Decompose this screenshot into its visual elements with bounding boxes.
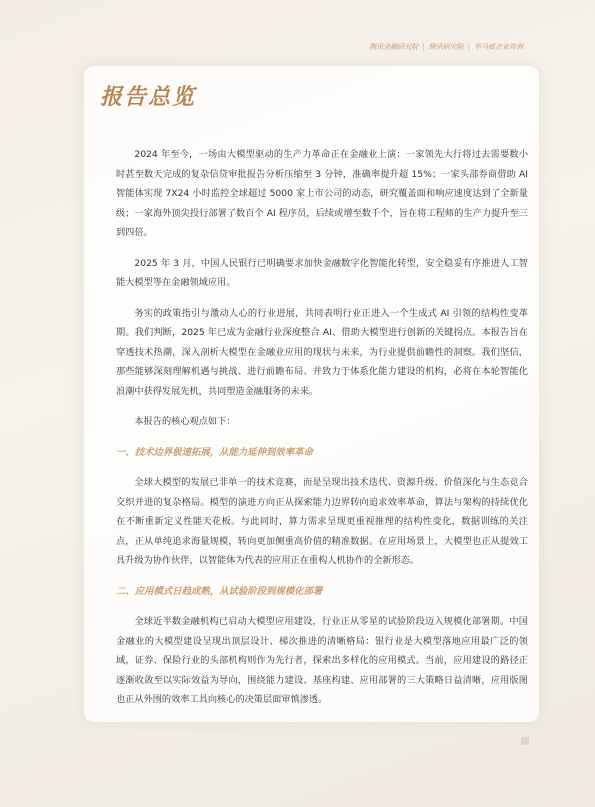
report-header xyxy=(369,42,523,52)
judgement-paragraph: 务实的政策指引与激动人心的行业进展，共同表明行业正进入一个生成式 AI 引领的结构性变革期。我们判断，2025 年已成为金融行业深度整合 AI、借助大模型进行创新的关键拐点。本报告旨在穿透技术热潮，深入剖析大模型在金融业应用的现状与未来，为行业提供前瞻性的洞察。我们坚信，那些能够深刻理解机遇与挑战、进行前瞻布局、并致力于体系化能力建设的机构，必将在本轮智能化浪潮中获得发展先机，共同塑造金融服务的未来。 xyxy=(116,307,528,397)
section-body-2: 全球近半数金融机构已启动大模型应用建设，行业正从零星的试验阶段迈入规模化部署期。中国金融业的大模型建设呈现出顶层设计、梯次推进的清晰格局：银行业是大模型落地应用最广泛的领域，证券、保险行业的头部机构则作为先行者，探索出多样化的应用模式。当前，应用建设的路径正逐渐收敛至以实际效益为导向，围绕能力建设、基座构建、应用部署的三大策略日益清晰，应用版图也正从外围的效率工具向核心的决策层面审慎渗透。 xyxy=(116,616,528,705)
policy-paragraph: 2025 年 3 月，中国人民银行已明确要求加快金融数字化智能化转型，安全稳妥有序推进人工智能大模型等在金融领域应用。 xyxy=(116,257,528,288)
core-views-intro: 本报告的核心观点如下： xyxy=(134,416,236,427)
intro-paragraph: 2024 年至今，一场由大模型驱动的生产力革命正在金融业上演：一家领先大行将过去需要数小时甚至数天完成的复杂信贷审批报告分析压缩至 3 分钟，准确率提升超 15%；一家头部券商借助 AI 智能体实现 7X24 小时监控全球超过 5000 家上市公司的动态，研究覆盖面和响应速度达到了全新量级；一家海外顶尖投行部署了数百个 AI 程序员，后续或增至数千个，旨在将工程师的生产力提升至三到四倍。 xyxy=(116,149,528,238)
header-separator: | xyxy=(467,43,470,51)
page-corner-mark xyxy=(521,737,529,745)
header-org-1: 腾讯金融研究院 xyxy=(369,43,419,51)
page-title: 报告总览 xyxy=(100,85,197,110)
report-body xyxy=(116,145,528,721)
header-org-3: 毕马威企业咨询 xyxy=(474,43,523,51)
header-separator: | xyxy=(422,43,425,51)
header-org-2: 腾讯研究院 xyxy=(428,43,464,51)
section-heading-1: 一、技术边界极速拓展，从能力延伸到效率革命 xyxy=(116,446,313,458)
section-heading-2: 二、应用模式日趋成熟，从试验阶段到规模化部署 xyxy=(116,585,323,597)
section-body-1: 全球大模型的发展已非单一的技术竞赛，而是呈现出技术迭代、资源升级、价值深化与生态竞合交织并进的复杂格局。模型的演进方向正从探索能力边界转向追求效率革命，算法与架构的持续优化在不断重新定义性能天花板。与此同时，算力需求呈现更重视推理的结构性变化，数据训练的关注点，正从单纯追求海量规模，转向更加侧重高价值的精准数据。在应用场景上，大模型也正从提效工具升级为协作伙伴，以智能体为代表的应用正在重构人机协作的全新形态。 xyxy=(116,477,528,566)
